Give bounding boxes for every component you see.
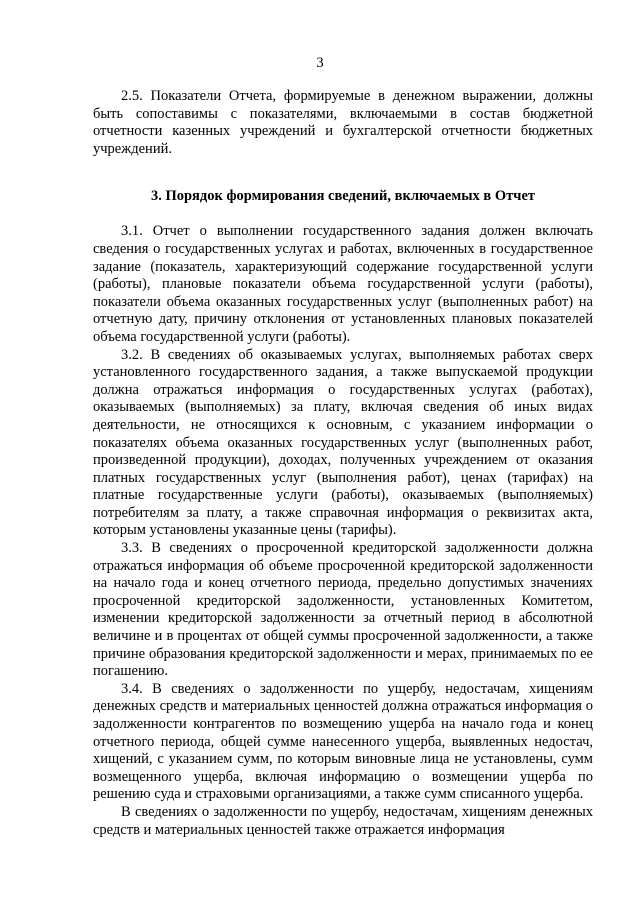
paragraph-3-4: 3.4. В сведениях о задолженности по ущербу, недостачам, хищениям денежных средств и материальных ценностей должна отражаться информация о задолженности контрагентов по возмещению ущерба на начало года и конец отчетного периода, общей сумме нанесенного ущерба, выявленных недостач, хищений, с указанием сумм, по которым виновные лица не установлены, сумм возмещенного ущерба, включая информацию о возмещении ущерба по решению суда и страховыми организациями, а также сумм списанного ущерба. (93, 680, 593, 803)
page-number: 3 (316, 55, 324, 71)
document-body (93, 88, 593, 839)
paragraph-3-3: 3.3. В сведениях о просроченной кредиторской задолженности должна отражаться информация об объеме просроченной кредиторской задолженности на начало года и конец отчетного периода, предельно допустимых значениях просроченной кредиторской задолженности, установленных Комитетом, изменении кредиторской задолженности за отчетный период в абсолютной величине и в процентах от общей суммы просроченной задолженности, а также причине образования кредиторской задолженности и мерах, принимаемых по ее погашению. (93, 540, 593, 680)
paragraph-3-1: 3.1. Отчет о выполнении государственного задания должен включать сведения о государственных услугах и работах, включенных в государственное задание (показатель, характеризующий содержание государственной услуги (работы), плановые показатели объема государственной услуги (работы), показатели объема оказанных государственных услуг (выполненных работ) на отчетную дату, причину отклонения от установленных плановых показателей объема государственной услуги (работы). (93, 223, 593, 345)
paragraph-3-2: 3.2. В сведениях об оказываемых услугах, выполняемых работах сверх установленного государственного задания, а также выпускаемой продукции должна отражаться информация о государственных услугах (работах), оказываемых (выполняемых) за плату, включая сведения об иных видах деятельности, не относящихся к основным, с указанием информации о показателях объема оказанных государственных услуг (выполненных работ, произведенной продукции), доходах, полученных учреждением от оказания платных государственных услуг (выполнения работ), ценах (тарифах) на платные государственные услуги (работы), оказываемых (выполняемых) потребителям за плату, а также справочная информация о реквизитах акта, которым установлены указанные цены (тарифы). (93, 346, 593, 539)
paragraph-2-5: 2.5. Показатели Отчета, формируемые в денежном выражении, должны быть сопоставимы с показателями, включаемыми в состав бюджетной отчетности казенных учреждений и бухгалтерской отчетности бюджетных учреждений. (93, 88, 593, 157)
paragraph-3-4-continued: В сведениях о задолженности по ущербу, недостачам, хищениям денежных средств и материальных ценностей также отражается информация (93, 803, 593, 838)
section-title: 3. Порядок формирования сведений, включаемых в Отчет (150, 188, 536, 205)
